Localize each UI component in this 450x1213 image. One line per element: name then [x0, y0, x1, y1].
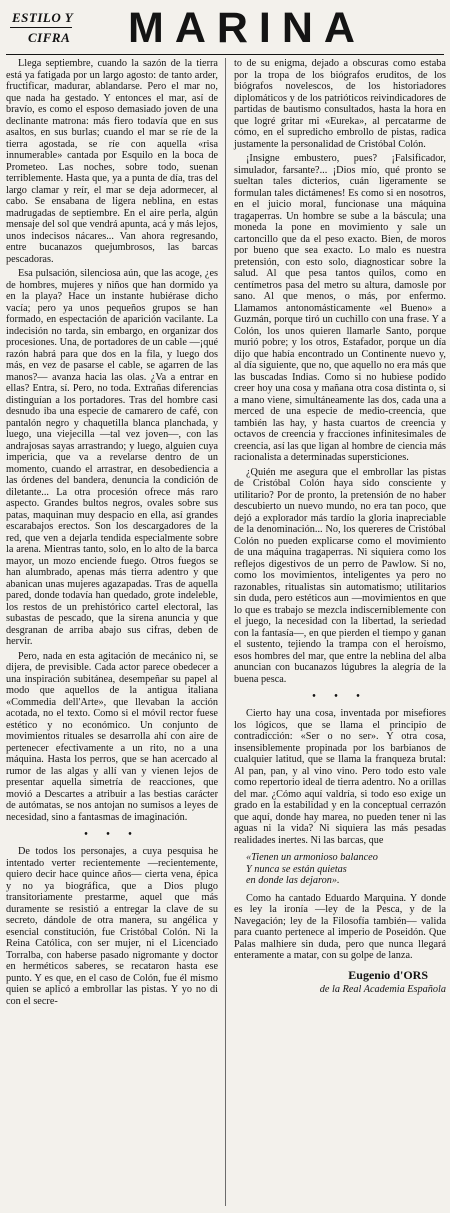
author-signature: Eugenio d'ORS [348, 967, 428, 982]
section-kicker: ESTILO Y [12, 10, 74, 25]
article-paragraph: Esa pulsación, silenciosa aún, que las acoge, ¿es de hombres, mujeres y niños que han dormido ya en la playa? Hace un instante hubiérase dicho vacía; pero ya unos pequeños grupos se han formado, en espectación de aparición vacilante. La indecisión no tarda, sin embargo, en organizar dos procesiones. Una, de portadores de un cable —¡qué razón habrá para que dos en la fila, y luego dos más, en vez de pasarse el cable, se agarren de las manos?— avanza hacia las olas. ¿Va a entrar en ellas? Entra, sí. Pero, no toda. Extrañas diferencias distinguían a los portadores. Tras del hombre casi desnudo iba una especie de camarero de café, con pantalón negro y chaquetilla blanca planchada, y luego, una viejecilla —tal vez joven—, con las andrajosas sayas arrastrando; y luego, alguien cuya impericia, que va a revelarse dentro de un momento, cuando el arrastrar, en desobediencia a las órdenes del bandera, denuncia la condición de diletante... La otra procesión ofrece más raro aspecto. Grandes bultos negros, ovales sobre sus patas, maquinan muy despacio en ella, así grandes escarabajos erectos. Son los descargadores de la red, que ven a dejarla tendida especialmente sobre la arena. Mientras tanto, solo, en lo alto de la barca mayor, un mozo enciende fuego. Otros fuegos se han alumbrado, apenas más tierra adentro y que abanican unas mujeres agazapadas. Tras de aquella pared, donde todavía han quedado, grote indeleble, los restos de un prehistórico cartel electoral, las subastas de pescado, que la sirena anuncia y que desgranan de arriba abajo sus cifras, deben de hervir. [6, 268, 218, 647]
masthead [6, 4, 444, 54]
article-paragraph: Como ha cantado Eduardo Marquina. Y donde es ley la ironía —ley de la Pesca, y de la Navegación; ley de la Filosofía también— valida para cuanto pertenece al imperio de Poseidón. Que Palas malhiere sin duda, pero que nunca llegará enteramente a matar, con su golpe de lanza. [234, 892, 446, 961]
verse-line: Y nunca se están quietas [246, 863, 347, 875]
article-paragraph: Cierto hay una cosa, inventada por misefiores los lógicos, que se llama el principio de contradicción: «Ser o no ser». Y otra cosa, insensiblemente propinada por los barbianos de cualquier latitud, que se llama la franqueza brutal: Al pan, pan, y al vino vino. Pero todo esto vale como repertorio ideal de tierra adentro. No a orillas del mar. ¿Cómo aquí valdría, si todo eso exige un grado en la estabilidad y en la conceptual cerrazón que aquí, donde hay marea, no pueden tener ni las aguas ni la vida? Ni siquiera las más pesadas realidades inertes. Ni las barcas, que [234, 708, 446, 846]
kicker-rule [10, 27, 72, 28]
article-paragraph: ¡Insigne embustero, pues? ¡Falsificador, simulador, farsante?... ¡Dios mío, qué pronto se sueltan tales dicterios, cuán ligeramente se formulan tales dictámenes! Es como si en nosotros, en el juicio moral, funcionase una máquina tragaperras. Un hombre se sube a la báscula; una moneda la pone en movimiento y sale un cartoncillo que da el peso exacto. Bien, de moros por bueno que sea exacto. Lo malo es nuestra pretensión, con esto solo, diagnosticar sobre la salud. Al que pesa tantos quilos, como en centímetros pasa del metro su altura, damosle por sano. Al que menos, o más, por enfermo. Llamamos antonomásticamente «el Bueno» a Guzmán, porque tiró un cuchillo con una frase. Y a Colón, los unos quieren llamarle Santo, porque murió pobre; y los otros, Estafador, porque un día dijo que había encontrado un Continente nuevo y, al día siguiente, que no, que aquello no era más que las buscadas Indias. Como si no hubiese podido creer hoy una cosa y mañana otra cosa distinta o, si a mano viene, simultáneamente las dos, cada una a merced de una especie de medio-creencia, que también las hay, y hasta cuartos de creencia y octavos de creencia y fracciones infinitesimales de creencia, así las que ligan al hombre de ciencia más racionalista a determinadas supersticiones. [234, 153, 446, 463]
column-divider [225, 58, 226, 1206]
verse-line: en donde las dejaron». [246, 875, 340, 886]
article-paragraph: to de su enigma, dejado a obscuras como estaba por la tropa de los biógrafos eruditos, de los biógrafos novelescos, de los historiadores diplomáticos y de los patrióticos reivindicadores de partidas de bautismo consultados, hasta la hora en que logré gritar mi «Eureka», al percatarme de cómo, en el supredicho embrollo de pistas, radica justamente la personalidad de Cristóbal Colón. [234, 58, 446, 150]
article-paragraph: ¿Quién me asegura que el embrollar las pistas de Cristóbal Colón haya sido consciente y utilitario? Por de pronto, la pretensión de no haber descubierto un nuevo mundo, no era tan poco, que dejó a explorador más tardío la gloria inaprecìable de la denominación... No, los quereres de Cristóbal Colón no pueden explicarse como el movimiento de una máquina tragaperras. Ni siquiera como los reflejos digestivos de un perro de Pawlow. Si no, como los movimientos, inteligentes ya pero no razonables, ritualistas sin automatismo; utilitarios sin duda, pero estéticos aun —movimientos en que lo que es trabajo se mezcla indiscerniblemente con el juego, la necesidad con la libertad, la seriedad con la fantasía—, en que pierden el tiempo y ganan el sustento, tejiendo la trampa con el heroísmo, esos hombres del mar, que entre la neblina del alba anuncian con bucanazos lúgubres la alegría de la buena pesca. [234, 466, 446, 685]
author-affiliation: de la Real Academia Española [319, 984, 446, 995]
verse-line: «Tienen un armonioso balanceo [246, 852, 378, 863]
headline: MARINA [128, 4, 366, 52]
headline-rule [6, 54, 444, 55]
verse-quote [246, 852, 446, 887]
article-column-right [234, 58, 446, 996]
section-separator: • • • [312, 691, 368, 702]
article-column-left [6, 58, 218, 1010]
section-separator: • • • [84, 829, 140, 840]
section-kicker-secondary: CIFRA [28, 30, 71, 45]
article-paragraph: Pero, nada en esta agitación de mecánico ni, se dijera, de previsible. Cada actor parece obedecer a una inspiración subitánea, desempeñar su papel al modo que aquellos de la antigua italiana «Commedia dell'Arte», que llevaban la acción acotada, no el texto. Como si el móvil rector fuese estético y no económico. Un conjunto de movimientos rituales se desarrolla ahí con aire de pertenecer efectivamente a un rito, no a una máquina. Hasta los perros, que se han acercado al rumor de las algas y allí van y vienen lejos de presentar aquella simetría de reacciones, que movió a Descartes a atribuir a las bestias carácter de autómatas, se nos antojan no sumisos a leyes de necesidad, sino a fantasmas de imaginación. [6, 650, 218, 823]
article-paragraph: Llega septiembre, cuando la sazón de la tierra está ya fatigada por un largo agosto: de tanto arder, fructificar, madurar, ablandarse. Pero el mar no, que nada ha gestado. Y entonces el mar, así de bravío, es como el esposo demasiado joven de una declinante matrona: más fiero todavía que en sus asaltos, en sus burlas; cuando el mar se ríe de la tierra agostada, se ríe con aquella «risa innumerable» cantada por Esquilo en la boca de Prometeo. Las noches, sobre todo, suenan terriblemente. Hasta que, ya a punta de día, tras del largo clamar y reír, el mar se deja adormecer, al cabo. Se ensabana de ligera neblina, en estas madrugadas de septiembre. En el aire perla, algún mensaje del sol que vendrá apunta, acá y más lejos, unos indecisos nácares... Van ahora regresando, entre bucanazos quejumbrosos, las barcas pescadoras. [6, 58, 218, 265]
article-paragraph: De todos los personajes, a cuya pesquisa he intentado verter recientemente —recientemente, quiero decir hace quince años— cierta vena, épica y no ya biográfica, que a Dios plugo transitoriamente prestarme, aquel que más duramente se resistió a entregar la clave de su secreto, dándole de otra manera, su angélica y esencial constitución, fue Cristóbal Colón. Ni la Reina Católica, con ser mujer, ni el Licenciado Torralba, con haberse pasado nigromante y doctor en herméticos saberes, se recataron hasta ese punto. Y es que, en el caso de Colón, fue él mismo quien se aplicó a embrollar las pistas. Y yo no di con el secre- [6, 846, 218, 1007]
